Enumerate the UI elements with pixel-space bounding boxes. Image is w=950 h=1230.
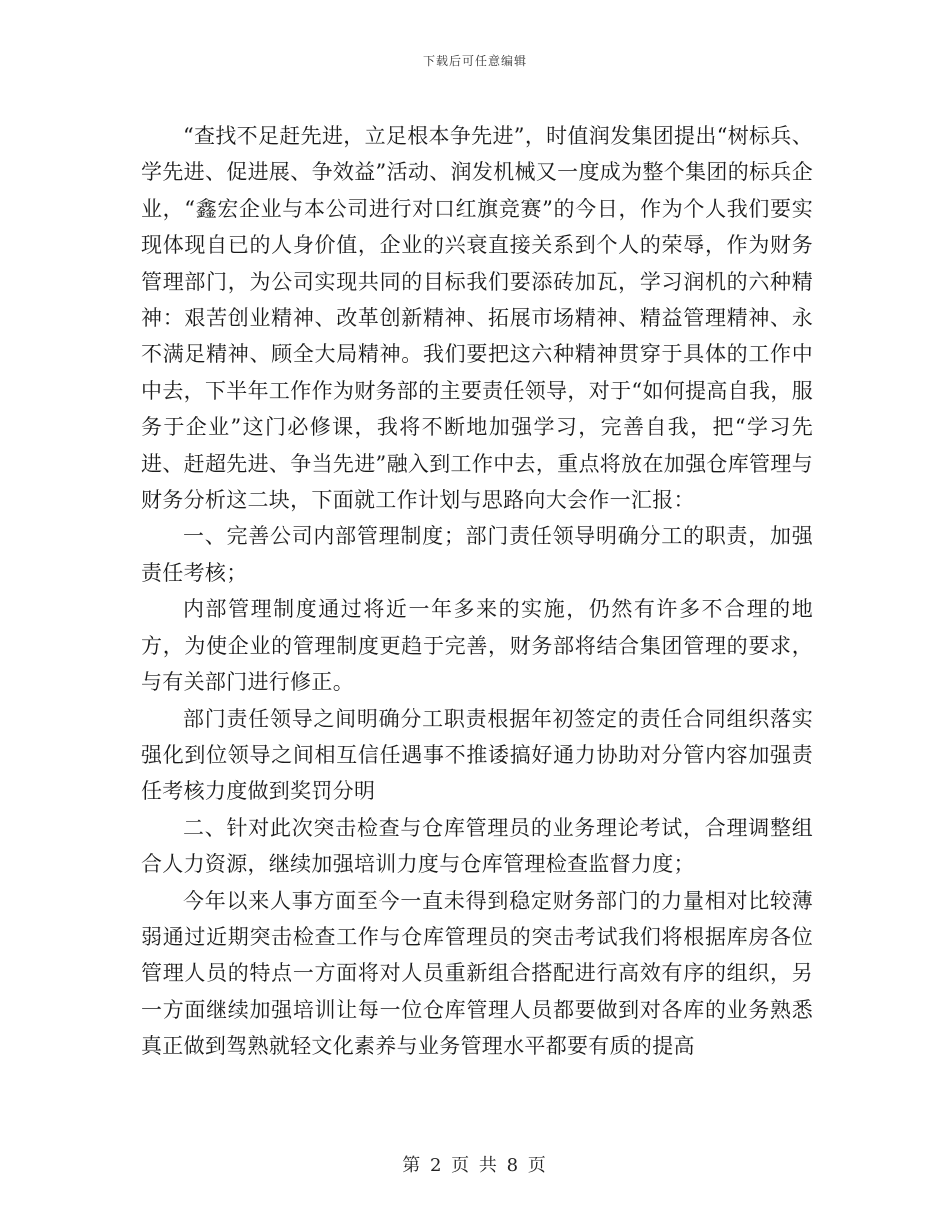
paragraph-internal-management: 内部管理制度通过将近一年多来的实施，仍然有许多不合理的地方，为使企业的管理制度更趋于完善，财务部将结合集团管理的要求，与有关部门进行修正。 — [141, 597, 813, 695]
page-number-footer: 第 2 页 共 8 页 — [402, 1155, 548, 1176]
paragraph-section-2-heading: 二、针对此次突击检查与仓库管理员的业务理论考试，合理调整组合人力资源，继续加强培训力度与仓库管理检查监督力度； — [141, 815, 813, 877]
paragraph-responsibility: 部门责任领导之间明确分工职责根据年初签定的责任合同组织落实强化到位领导之间相互信任遇事不推诿搞好通力协助对分管内容加强责任考核力度做到奖罚分明 — [141, 706, 813, 804]
paragraph-intro: “查找不足赶先进，立足根本争先进”，时值润发集团提出“树标兵、学先进、促进展、争效益”活动、润发机械又一度成为整个集团的标兵企业，“鑫宏企业与本公司进行对口红旗竞赛”的今日，作为个人我们要实现体现自已的人身价值，企业的兴衰直接关系到个人的荣辱，作为财务管理部门，为公司实现共同的目标我们要添砖加瓦，学习润机的六种精神：艰苦创业精神、改革创新精神、拓展市场精神、精益管理精神、永不满足精神、顾全大局精神。我们要把这六种精神贯穿于具体的工作中中去，下半年工作作为财务部的主要责任领导，对于“如何提高自我，服务于企业”这门必修课，我将不断地加强学习，完善自我，把“学习先进、赶超先进、争当先进”融入到工作中去，重点将放在加强仓库管理与财务分析这二块，下面就工作计划与思路向大会作一汇报： — [141, 124, 813, 513]
paragraph-personnel: 今年以来人事方面至今一直未得到稳定财务部门的力量相对比较薄弱通过近期突击检查工作与仓库管理员的突击考试我们将根据库房各位管理人员的特点一方面将对人员重新组合搭配进行高效有序的组织，另一方面继续加强培训让每一位仓库管理人员都要做到对各库的业务熟悉真正做到驾熟就轻文化素养与业务管理水平都要有质的提高 — [141, 888, 813, 1059]
page-header: 下载后可任意编辑 — [422, 54, 527, 68]
paragraph-section-1-heading: 一、完善公司内部管理制度；部门责任领导明确分工的职责，加强责任考核； — [141, 524, 813, 585]
document-body — [141, 118, 813, 1065]
